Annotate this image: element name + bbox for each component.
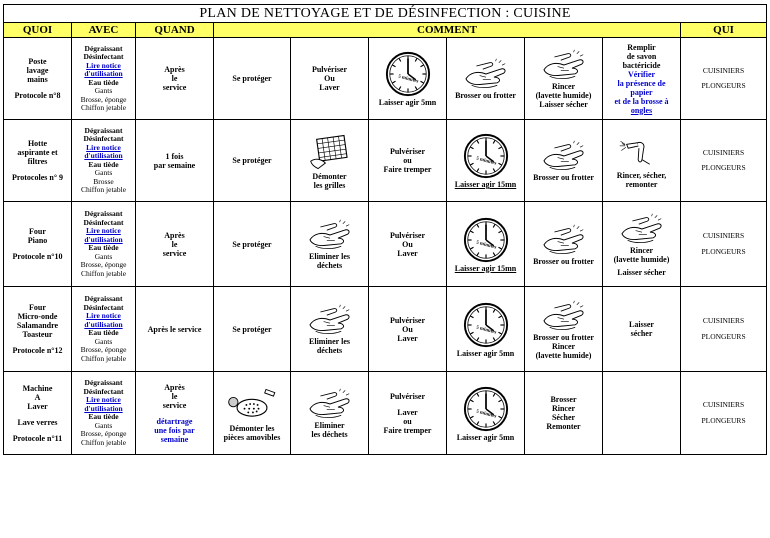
step-line: Brosser ou frotter — [455, 91, 516, 100]
step-line: Laisser agir 15mn — [454, 263, 517, 273]
quand-line: par semaine — [153, 160, 196, 170]
step-cell: Se protéger — [214, 202, 291, 287]
step-cell — [291, 38, 369, 120]
avec-cell — [72, 372, 136, 455]
quoi-line: Laver — [27, 401, 48, 411]
grille-icon — [292, 132, 367, 172]
header-quoi: QUOI — [4, 23, 72, 38]
step-cell — [603, 202, 681, 287]
quoi-cell — [4, 372, 72, 455]
step-cell: Se protéger — [214, 120, 291, 202]
scrubbing-hands-icon — [526, 223, 601, 257]
quoi-cell — [4, 287, 72, 372]
step-cell — [447, 287, 525, 372]
product-label: Brosse — [93, 176, 114, 186]
staff-label: PLONGEURS — [701, 415, 746, 425]
step-cell — [447, 372, 525, 455]
qui-cell — [681, 202, 767, 287]
step-line: Pulvériser — [389, 230, 426, 240]
quoi-line: A — [34, 392, 41, 402]
step-cell — [369, 38, 447, 120]
clock-icon — [448, 132, 523, 180]
product-label: Brosse, éponge — [80, 94, 127, 104]
quand-cell — [136, 287, 214, 372]
step-line: Brosser — [550, 395, 577, 404]
clock-icon — [448, 385, 523, 433]
step-cell — [291, 287, 369, 372]
step-cell — [447, 38, 525, 120]
staff-label: PLONGEURS — [701, 331, 746, 341]
step-line: Laver — [397, 407, 418, 417]
step-line: Laver — [397, 248, 418, 258]
quand-line: Après — [164, 65, 185, 74]
notice-link[interactable]: Lire notice d'utilisation — [84, 226, 123, 244]
step-line: Laver — [397, 333, 418, 343]
step-line: Ou — [402, 324, 413, 334]
quand-line: une fois par — [154, 425, 195, 435]
staff-label: CUISINIERS — [702, 231, 745, 240]
step-line: Laisser — [629, 320, 654, 329]
svg-text:5 minutes: 5 minutes — [474, 408, 497, 420]
quoi-line: Lave verres — [17, 417, 58, 427]
quand-line: le — [171, 391, 178, 401]
avec-cell — [72, 202, 136, 287]
product-label: Dégraissant — [84, 378, 123, 387]
product-label: Gants — [94, 420, 113, 430]
protocol-label: Protocole n°10 — [12, 252, 63, 261]
product-label: Chiffon jetable — [80, 103, 127, 112]
quand-line: le — [171, 239, 178, 249]
product-label: Désinfectant — [83, 302, 124, 312]
quand-line: service — [162, 248, 187, 258]
step-line: Sécher — [551, 413, 576, 422]
quoi-line: lavage — [26, 66, 49, 75]
step-line: Laisser agir 5mn — [456, 348, 515, 358]
staff-label: PLONGEURS — [701, 163, 746, 172]
spray-nozzle-icon — [604, 133, 679, 171]
step-line: Démonter — [312, 171, 347, 181]
product-label: Gants — [94, 336, 113, 346]
quoi-cell — [4, 202, 72, 287]
step-line: (lavette humide) — [613, 254, 670, 264]
step-line: Brosser ou frotter — [533, 173, 594, 182]
product-label: Gants — [94, 251, 113, 261]
empty-step-cell — [603, 372, 681, 455]
scrubbing-hands-icon — [526, 139, 601, 173]
quand-line: Après — [164, 382, 185, 392]
quand-line: 1 fois — [165, 151, 184, 161]
qui-cell — [681, 372, 767, 455]
svg-text:5 minutes: 5 minutes — [474, 324, 497, 336]
step-line: Rincer — [551, 82, 576, 91]
header-qui: QUI — [681, 23, 767, 38]
quand-line: détartrage — [156, 416, 193, 426]
removable-parts-icon — [215, 384, 289, 424]
qui-cell — [681, 287, 767, 372]
product-label: Eau tiède — [88, 77, 119, 87]
product-label: Brosse, éponge — [80, 260, 127, 269]
step-cell — [525, 202, 603, 287]
quoi-line: Four — [29, 303, 46, 312]
notice-link[interactable]: Lire notice d'utilisation — [84, 60, 123, 78]
product-label: Désinfectant — [83, 134, 124, 143]
step-line: Pulvériser — [311, 65, 348, 74]
step-line: Laisser agir 5mn — [378, 98, 437, 107]
quand-line: service — [162, 83, 187, 92]
step-cell — [525, 372, 603, 455]
step-line: les déchets — [311, 430, 348, 439]
avec-cell — [72, 287, 136, 372]
quoi-line: Machine — [22, 383, 53, 393]
quand-line: Après — [164, 230, 185, 240]
header-avec: AVEC — [72, 23, 136, 38]
step-line: Laver — [319, 83, 340, 92]
wiping-hand-icon — [292, 387, 367, 421]
notice-link[interactable]: Lire notice d'utilisation — [84, 311, 123, 329]
product-label: Dégraissant — [84, 125, 123, 135]
svg-text:5 minutes: 5 minutes — [474, 239, 497, 251]
protocol-label: Protocole n°8 — [14, 91, 61, 100]
table-row — [4, 202, 767, 287]
clock-icon — [370, 50, 445, 98]
protocol-label: Protocole n°11 — [12, 433, 63, 443]
step-line: Rincer — [551, 341, 576, 351]
rinsing-hands-icon — [604, 212, 679, 246]
step-cell — [291, 120, 369, 202]
step-line: Vérifier — [627, 69, 656, 79]
step-cell — [447, 120, 525, 202]
step-cell — [525, 287, 603, 372]
step-line: Pulvériser — [389, 391, 426, 401]
step-line: ou — [403, 416, 412, 426]
svg-text:5 minutes: 5 minutes — [396, 74, 419, 85]
step-cell: Se protéger — [214, 38, 291, 120]
step-line: la présence de — [617, 78, 666, 88]
step-cell — [447, 202, 525, 287]
step-line: déchets — [316, 346, 343, 355]
step-cell — [214, 372, 291, 455]
notice-link[interactable]: Lire notice d'utilisation — [84, 395, 123, 413]
step-line: Eliminer les — [309, 337, 350, 346]
step-line: Eliminer les — [309, 252, 350, 261]
quoi-line: Micro-onde — [17, 312, 58, 321]
step-line: Faire tremper — [383, 165, 432, 174]
clock-icon — [448, 301, 523, 349]
qui-cell — [681, 38, 767, 120]
step-cell — [603, 120, 681, 202]
table-row — [4, 372, 767, 455]
quand-cell — [136, 372, 214, 455]
step-line: Rincer, sécher, — [616, 170, 667, 180]
product-label: Dégraissant — [84, 294, 123, 303]
step-cell — [291, 372, 369, 455]
table-row — [4, 287, 767, 372]
staff-label: PLONGEURS — [701, 81, 746, 90]
staff-label: CUISINIERS — [702, 147, 745, 157]
quand-cell — [136, 38, 214, 120]
step-line: Laisser sécher — [539, 100, 588, 109]
header-quand: QUAND — [136, 23, 214, 38]
avec-cell — [72, 120, 136, 202]
qui-cell — [681, 120, 767, 202]
step-cell — [603, 287, 681, 372]
staff-label: CUISINIERS — [702, 400, 745, 409]
step-cell — [369, 372, 447, 455]
step-line: sécher — [630, 329, 653, 338]
product-label: Désinfectant — [83, 52, 124, 61]
protocol-label: Protocoles n° 9 — [11, 173, 64, 182]
product-label: Eau tiède — [88, 243, 119, 252]
product-label: Chiffon jetable — [80, 437, 127, 447]
step-line: Remonter — [546, 422, 581, 431]
product-label: Chiffon jetable — [80, 353, 127, 363]
step-cell — [603, 38, 681, 120]
quoi-line: filtres — [27, 157, 48, 166]
product-label: Chiffon jetable — [80, 185, 127, 194]
header-comment: COMMENT — [214, 23, 681, 38]
cleaning-plan-sheet — [3, 4, 766, 455]
product-label: Brosse, éponge — [80, 429, 127, 438]
step-line: (lavette humide) — [535, 350, 592, 360]
quoi-line: Piano — [27, 236, 48, 245]
quoi-cell — [4, 38, 72, 120]
quoi-line: mains — [27, 75, 48, 84]
quand-cell — [136, 202, 214, 287]
table-row — [4, 38, 767, 120]
quoi-line: aspirante et — [17, 148, 58, 157]
wiping-hand-icon — [292, 303, 367, 337]
step-line: Laisser agir 5mn — [456, 432, 515, 442]
quoi-line: Salamandre — [16, 321, 59, 330]
product-label: Dégraissant — [84, 43, 123, 53]
product-label: Brosse, éponge — [80, 345, 127, 354]
step-line: Ou — [402, 239, 413, 249]
step-line: Faire tremper — [383, 425, 432, 435]
step-cell — [525, 120, 603, 202]
step-cell — [525, 38, 603, 120]
quand-line: semaine — [160, 434, 189, 444]
step-line: Ou — [324, 74, 335, 83]
step-line: Rincer — [551, 404, 576, 413]
step-line: bactéricide — [622, 60, 661, 70]
staff-label: CUISINIERS — [702, 65, 745, 75]
step-cell — [369, 120, 447, 202]
quoi-line: Four — [29, 227, 46, 236]
scrubbing-hands-icon — [448, 57, 523, 91]
table-row — [4, 120, 767, 202]
step-line: Brosser ou frotter — [533, 256, 594, 266]
step-cell: Se protéger — [214, 287, 291, 372]
staff-label: PLONGEURS — [701, 246, 746, 256]
step-line: Pulvériser — [389, 147, 426, 156]
step-line: les grilles — [313, 180, 346, 190]
avec-cell — [72, 38, 136, 120]
product-label: Gants — [94, 86, 113, 95]
quand-cell — [136, 120, 214, 202]
protocol-label: Protocole n°12 — [12, 346, 63, 355]
staff-label: CUISINIERS — [702, 316, 745, 325]
notice-link[interactable]: Lire notice d'utilisation — [84, 142, 123, 160]
product-label: Eau tiède — [88, 412, 119, 421]
step-line: Laisser sécher — [617, 267, 666, 277]
step-line: pièces amovibles — [223, 433, 281, 442]
svg-text:5 minutes: 5 minutes — [474, 156, 497, 167]
scrubbing-hands-icon — [526, 299, 601, 333]
page-title: PLAN DE NETTOYAGE ET DE DÉSINFECTION : CUISINE — [4, 5, 767, 23]
quoi-line: Hotte — [27, 139, 48, 148]
quoi-cell — [4, 120, 72, 202]
product-label: Gants — [94, 168, 113, 177]
step-line: Remplir — [627, 42, 656, 52]
wiping-hand-icon — [292, 218, 367, 252]
step-line: Brosser ou frotter — [533, 332, 594, 342]
product-label: Désinfectant — [83, 217, 124, 227]
cleaning-plan-table — [3, 4, 767, 455]
clock-icon — [448, 216, 523, 264]
step-line: ongles — [630, 105, 653, 115]
quand-line: service — [162, 400, 187, 410]
step-line: Démonter les — [229, 424, 275, 433]
quand-line: le — [171, 74, 178, 83]
step-line: papier — [630, 87, 653, 97]
product-label: Eau tiède — [88, 159, 119, 169]
step-line: (lavette humide) — [535, 91, 592, 100]
step-line: de savon — [626, 51, 657, 61]
step-line: déchets — [316, 261, 343, 270]
step-cell — [291, 202, 369, 287]
step-line: Eliminer — [314, 421, 345, 430]
step-line: Pulvériser — [389, 315, 426, 325]
step-line: Rincer — [629, 245, 654, 255]
step-line: Laisser agir 15mn — [454, 180, 517, 189]
product-label: Chiffon jetable — [80, 268, 127, 278]
quand-line: Après le service — [147, 324, 202, 334]
quoi-line: Toasteur — [22, 330, 53, 339]
rinsing-hands-icon — [526, 48, 601, 82]
step-cell — [369, 287, 447, 372]
product-label: Eau tiède — [88, 328, 119, 337]
quoi-line: Poste — [28, 57, 47, 66]
step-line: remonter — [625, 179, 658, 189]
product-label: Dégraissant — [84, 209, 123, 218]
product-label: Désinfectant — [83, 386, 124, 396]
step-line: ou — [403, 156, 412, 165]
step-cell — [369, 202, 447, 287]
step-line: et de la brosse à — [614, 96, 669, 106]
